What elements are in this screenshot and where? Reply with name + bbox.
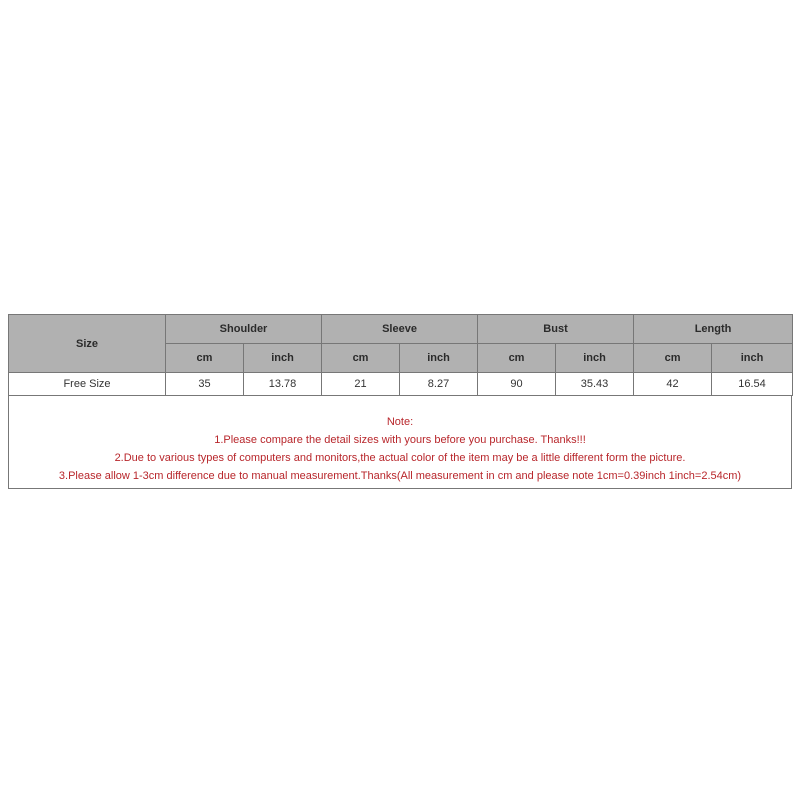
size-header: Size	[9, 315, 166, 373]
header-row	[9, 315, 793, 344]
size-chart	[8, 314, 792, 489]
length-cm-cell: 42	[634, 373, 712, 396]
length-inch-cell: 16.54	[712, 373, 793, 396]
sleeve-inch-cell: 8.27	[400, 373, 478, 396]
unit-inch: inch	[244, 344, 322, 373]
sleeve-header: Sleeve	[322, 315, 478, 344]
unit-inch: inch	[556, 344, 634, 373]
note-line-1: 1.Please compare the detail sizes with yours before you purchase. Thanks!!!	[214, 434, 586, 446]
table-row	[9, 373, 793, 396]
note-title: Note:	[386, 416, 414, 428]
note-line-2: 2.Due to various types of computers and monitors,the actual color of the item may be a little different form the picture.	[114, 452, 686, 464]
shoulder-header: Shoulder	[166, 315, 322, 344]
size-table	[8, 314, 793, 396]
notes-box	[8, 396, 792, 489]
note-line-3: 3.Please allow 1-3cm difference due to manual measurement.Thanks(All measurement in cm and please note 1cm=0.39inch 1inch=2.54cm)	[58, 470, 742, 482]
unit-cm: cm	[166, 344, 244, 373]
shoulder-cm-cell: 35	[166, 373, 244, 396]
length-header: Length	[634, 315, 793, 344]
bust-inch-cell: 35.43	[556, 373, 634, 396]
unit-cm: cm	[634, 344, 712, 373]
unit-cm: cm	[478, 344, 556, 373]
sleeve-cm-cell: 21	[322, 373, 400, 396]
unit-inch: inch	[712, 344, 793, 373]
bust-header: Bust	[478, 315, 634, 344]
size-cell: Free Size	[9, 373, 166, 396]
shoulder-inch-cell: 13.78	[244, 373, 322, 396]
unit-cm: cm	[322, 344, 400, 373]
unit-inch: inch	[400, 344, 478, 373]
bust-cm-cell: 90	[478, 373, 556, 396]
